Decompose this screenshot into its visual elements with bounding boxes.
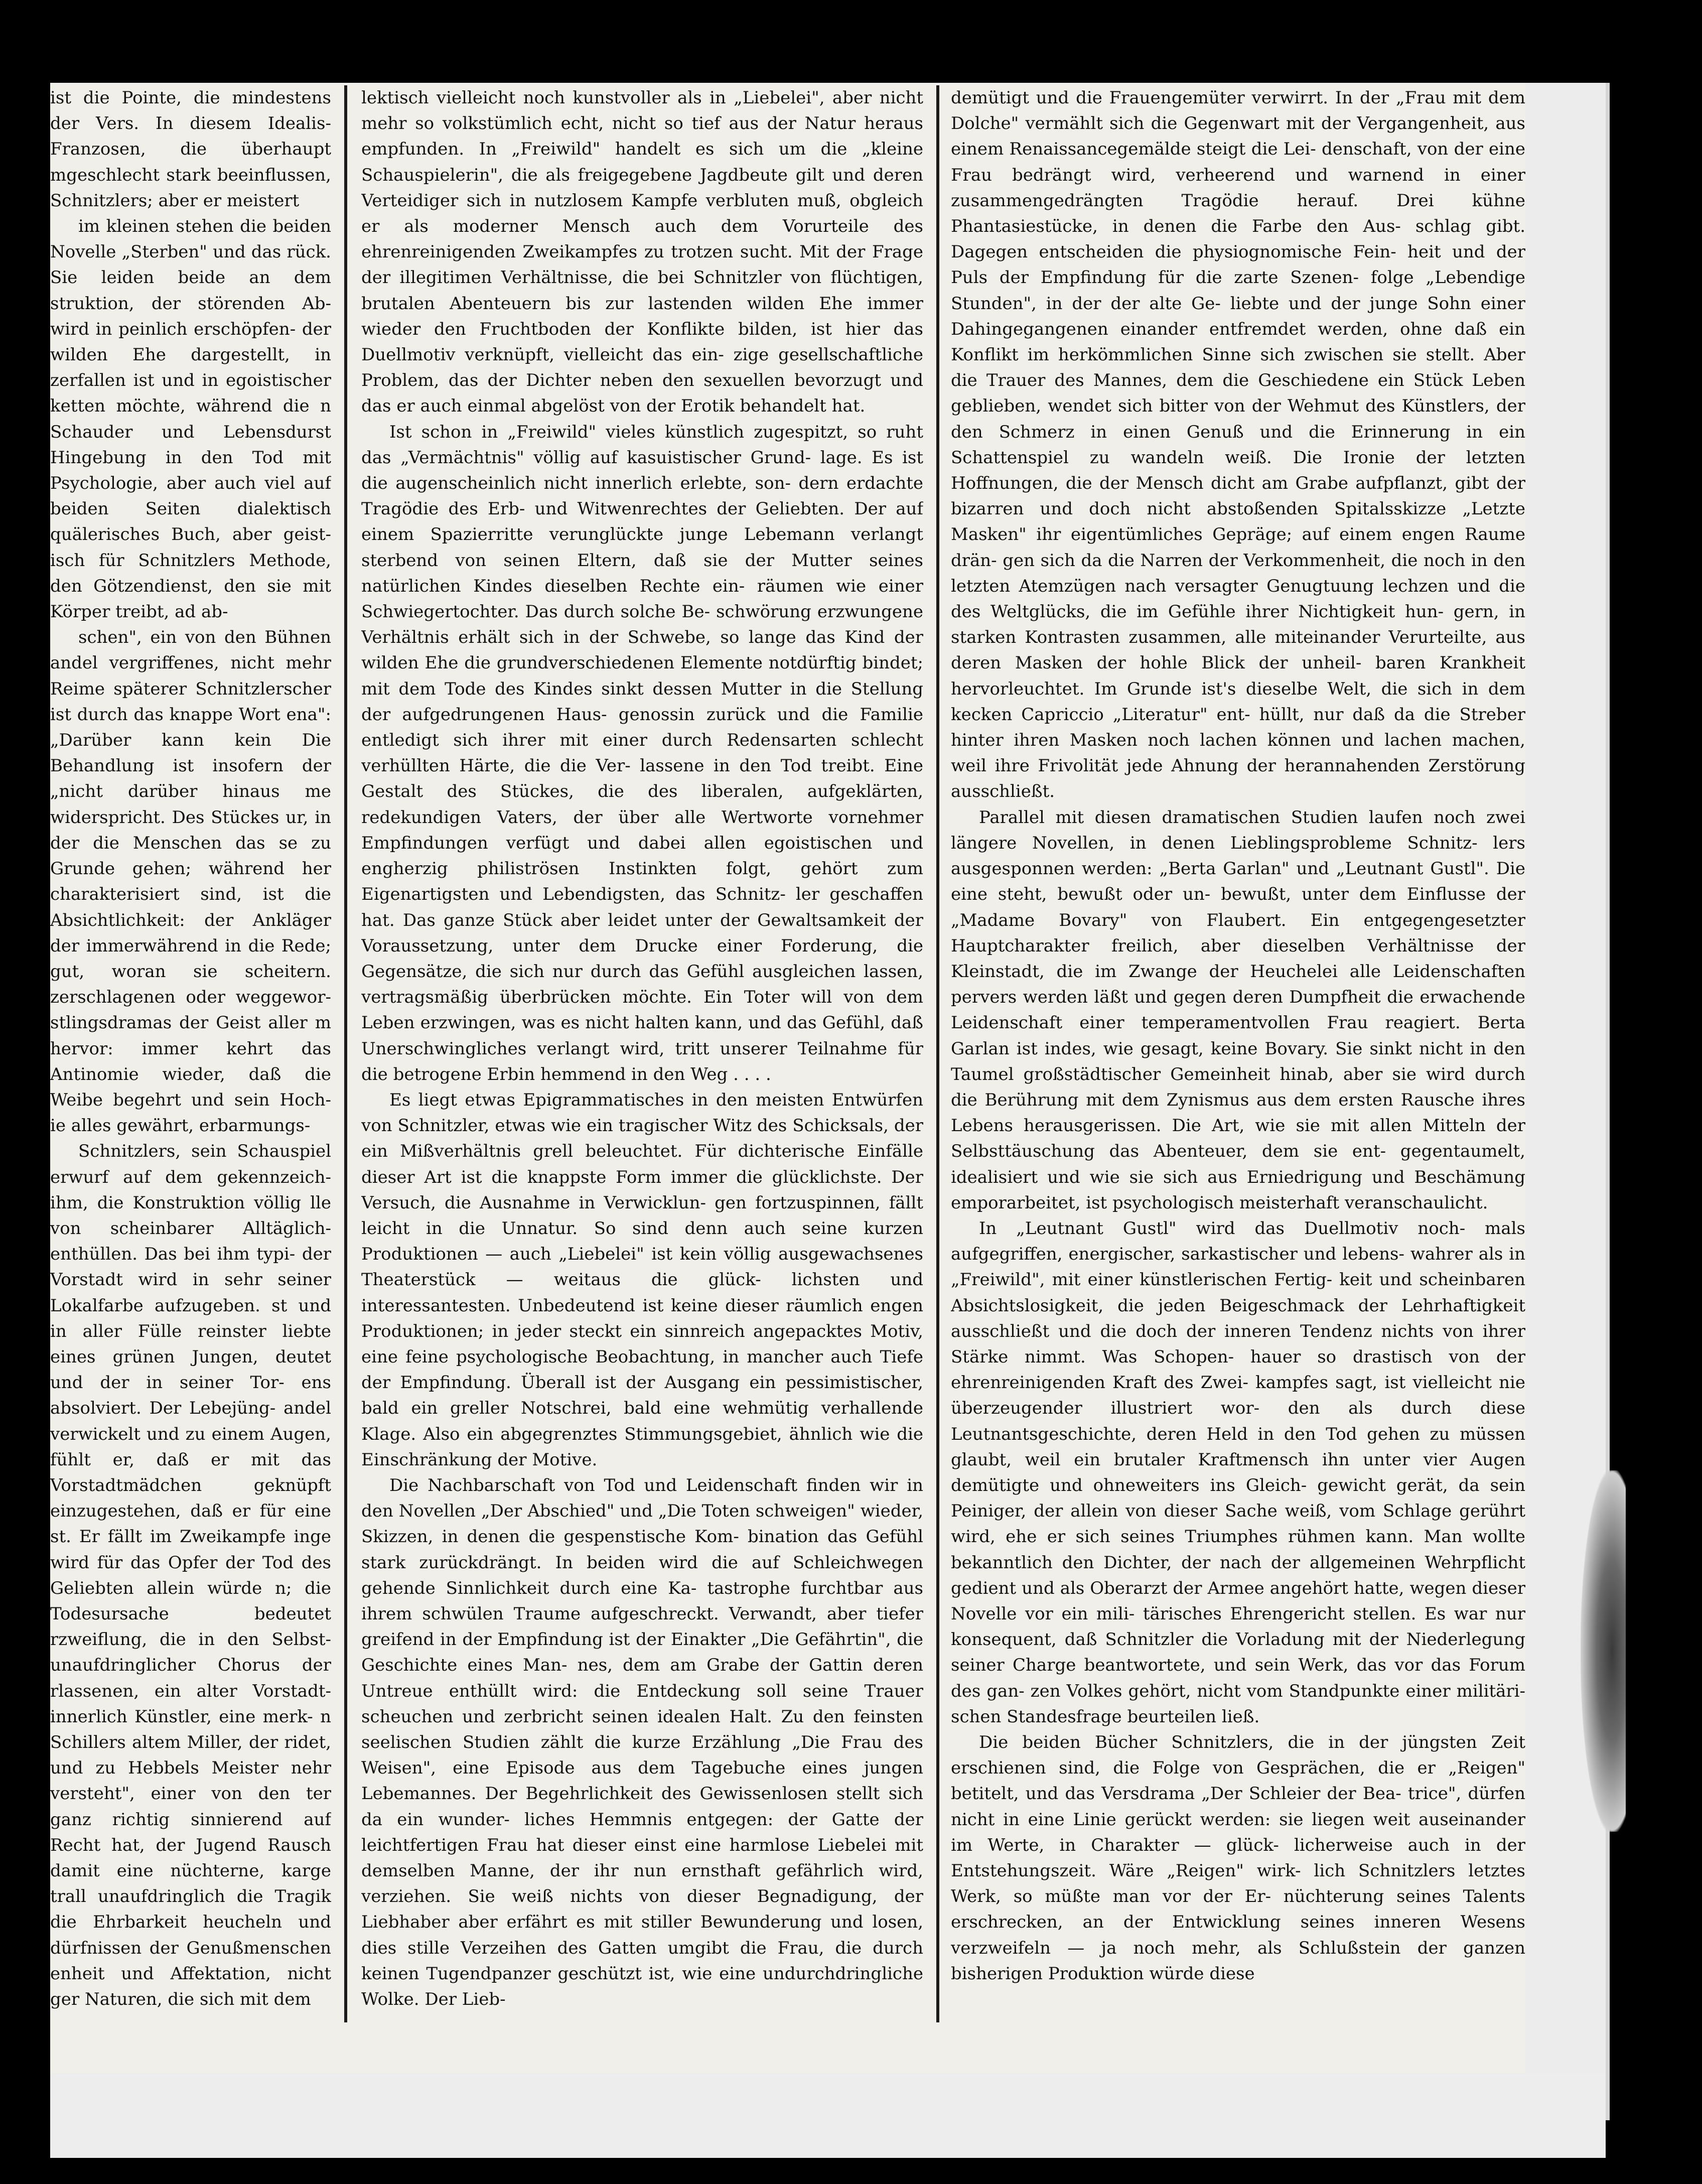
paragraph: lektisch vielleicht noch kunstvoller als in „Liebelei", aber nicht mehr so volkstümlich echt, nicht so tief aus der Natur heraus empfunden. In „Freiwild" handelt es sich um die „kleine Schauspielerin", die als freigegebene Jagdbeute gilt und deren Verteidiger sich in nutzlosem Kampfe verbluten muß, obgleich er als moderner Mensch auch dem Vorurteile des ehrenreinigenden Zweikampfes zu trotzen sucht. Mit der Frage der illegitimen Verhältnisse, die bei Schnitzler von flüchtigen, brutalen Abenteuern bis zur lastenden wilden Ehe immer wieder den Fruchtboden der Konflikte bilden, ist hier das Duellmotiv verknüpft, vielleicht das ein- zige gesellschaftliche Problem, das der Dichter neben den sexuellen bevorzugt und das er auch einmal abgelöst von der Erotik behandelt hat.: [361, 88, 923, 417]
text-column-middle: [361, 85, 923, 2032]
column-rule: [936, 85, 939, 2022]
paragraph: Die beiden Bücher Schnitzlers, die in der jüngsten Zeit erschienen sind, die Folge von Gesprächen, die er „Reigen" betitelt, und das Versdrama „Der Schleier der Bea- trice", dürfen nicht in eine Linie gerückt werden: sie liegen weit auseinander im Werte, in Charakter — glück- licherweise auch in der Entstehungszeit. Wäre „Reigen" wirk- lich Schnitzlers letztes Werk, so müßte man vor der Er- nüchterung seines Talents erschrecken, an der Entwicklung seines inneren Wesens verzweifeln — ja noch mehr, als Schlußstein der ganzen bisherigen Produktion würde diese: [951, 1732, 1525, 1984]
paragraph: ist die Pointe, die mindestens der Vers. In diesem Idealis- Franzosen, die überhaupt mgeschlecht stark beeinflussen, Schnitzlers; aber er meistert: [50, 88, 331, 211]
column-rule: [344, 85, 347, 2022]
paragraph: schen", ein von den Bühnen andel vergriffenes, nicht mehr Reime späterer Schnitzlerscher ist durch das knappe Wort ena": „Darüber kann kein Die Behandlung ist insofern der „nicht darüber hinaus me widerspricht. Des Stückes ur, in der die Menschen das se zu Grunde gehen; während her charakterisiert sind, ist die Absichtlichkeit: der Ankläger der immerwährend in die Rede; gut, woran sie scheitern. zerschlagenen oder weggewor- stlingsdramas der Geist aller m hervor: immer kehrt das Antinomie wieder, daß die Weibe begehrt und sein Hoch- ie alles gewährt, erbarmungs-: [50, 627, 331, 1136]
paragraph: Parallel mit diesen dramatischen Studien laufen noch zwei längere Novellen, in denen Lieblingsprobleme Schnitz- lers ausgesponnen werden: „Berta Garlan" und „Leutnant Gustl". Die eine steht, bewußt oder un- bewußt, unter dem Einflusse der „Madame Bovary" von Flaubert. Ein entgegengesetzter Hauptcharakter freilich, aber dieselben Verhältnisse der Kleinstadt, die im Zwange der Heuchelei alle Leidenschaften pervers werden läßt und gegen deren Dumpfheit die erwachende Leidenschaft einer temperamentvollen Frau reagiert. Berta Garlan ist indes, wie gesagt, keine Bovary. Sie sinkt nicht in den Taumel großstädtischer Gemeinheit hinab, aber sie wird durch die Berührung mit dem Zynismus aus dem ersten Rausche ihres Lebens herausgerissen. Die Art, wie sie mit allen Mitteln der Selbsttäuschung das Abenteuer, dem sie ent- gegentaumelt, idealisiert und wie sie sich aus Erniedrigung und Beschämung emporarbeitet, ist psychologisch meisterhaft veranschaulicht.: [951, 807, 1525, 1213]
paragraph: Schnitzlers, sein Schauspiel erwurf auf dem gekennzeich- ihm, die Konstruktion völlig lle von scheinbarer Alltäglich- enthüllen. Das bei ihm typi- der Vorstadt wird in sehr seiner Lokalfarbe aufzugeben. st und in aller Fülle reinster liebte eines grünen Jungen, deutet und der in seiner Tor- ens absolviert. Der Lebejüng- andel verwickelt und zu einem Augen, fühlt er, daß er mit das Vorstadtmädchen geknüpft einzugestehen, daß er für eine st. Er fällt im Zweikampfe inge wird für das Opfer der Tod des Geliebten allein würde n; die Todesursache bedeutet rzweiflung, die in den Selbst- unaufdringlicher Chorus der rlassenen, ein alter Vorstadt- innerlich Künstler, eine merk- n Schillers altem Miller, der ridet, und zu Hebbels Meister nehr versteht", einer von den ter ganz richtig sinnierend auf Recht hat, der Jugend Rausch damit eine nüchterne, karge trall unaufdringlich die Tragik die Ehrbarkeit heucheln und dürfnissen der Genußmenschen enheit und Affektation, nicht ger Naturen, die sich mit dem: [50, 1141, 331, 2010]
scan-bottom-margin: [50, 2073, 1606, 2158]
paragraph: im kleinen stehen die beiden Novelle „Sterben" und das rück. Sie leiden beide an dem struktion, der störenden Ab- wird in peinlich erschöpfen- der wilden Ehe dargestellt, in zerfallen ist und in egoistischer ketten möchte, während die n Schauder und Lebensdurst Hingebung in den Tod mit Psychologie, aber auch viel auf beiden Seiten dialektisch quälerisches Buch, aber geist- isch für Schnitzlers Methode, den Götzendienst, den sie mit Körper treibt, ad ab-: [50, 216, 331, 622]
paragraph: Es liegt etwas Epigrammatisches in den meisten Entwürfen von Schnitzler, etwas wie ein tragischer Witz des Schicksals, der ein Mißverhältnis grell beleuchtet. Für dichterische Einfälle dieser Art ist die knappste Form immer die glücklichste. Der Versuch, die Ausnahme in Verwicklun- gen fortzuspinnen, fällt leicht in die Unnatur. So sind denn auch seine kurzen Produktionen — auch „Liebelei" ist kein völlig ausgewachsenes Theaterstück — weitaus die glück- lichsten und interessantesten. Unbedeutend ist keine dieser räumlich engen Produktionen; in jeder steckt ein sinnreich angepacktes Motiv, eine feine psychologische Beobachtung, in mancher auch Tiefe der Empfindung. Überall ist der Ausgang ein pessimistischer, bald ein greller Notschrei, bald eine wehmütig verhallende Klage. Also ein abgegrenztes Stimmungsgebiet, ähnlich wie die Einschränkung der Motive.: [361, 1089, 923, 1470]
text-column-left: [50, 85, 331, 2032]
paragraph: Ist schon in „Freiwild" vieles künstlich zugespitzt, so ruht das „Vermächtnis" völlig auf kasuistischer Grund- lage. Es ist die augenscheinlich nicht innerlich erlebte, son- dern erdachte Tragödie des Erb- und Witwenrechtes der Geliebten. Der auf einem Spazierritte verunglückte junge Lebemann verlangt sterbend von seinen Eltern, daß sie der Mutter seines natürlichen Kindes dieselben Rechte ein- räumen wie einer Schwiegertochter. Das durch solche Be- schwörung erzwungene Verhältnis erhält sich in der Schwebe, so lange das Kind der wilden Ehe die grundverschiedenen Elemente notdürftig bindet; mit dem Tode des Kindes sinkt dessen Mutter in die Stellung der aufgedrungenen Haus- genossin zurück und die Familie entledigt sich ihrer mit einer durch Redensarten schlecht verhüllten Härte, die die Ver- lassene in den Tod treibt. Eine Gestalt des Stückes, die des liberalen, aufgeklärten, redekundigen Vaters, der über alle Wertworte vornehmer Empfindungen verfügt und dabei allen egoistischen und engherzig philiströsen Instinkten folgt, gehört zum Eigenartigsten und Lebendigsten, das Schnitz- ler geschaffen hat. Das ganze Stück aber leidet unter der Gewaltsamkeit der Voraussetzung, unter dem Drucke einer Forderung, die Gegensätze, die sich nur durch das Gefühl ausgleichen lassen, vertragsmäßig überbrücken möchte. Ein Toter will von dem Leben erzwingen, was es nicht halten kann, und das Gefühl, daß Unerschwingliches verlangt wird, tritt unserer Teilnahme für die betrogene Erbin hemmend in den Weg . . . .: [361, 422, 923, 1084]
text-column-right: [951, 85, 1525, 2032]
paper-tear: [1581, 1470, 1626, 1832]
paragraph: In „Leutnant Gustl" wird das Duellmotiv noch- mals aufgegriffen, energischer, sarkastischer und lebens- wahrer als in „Freiwild", mit einer künstlerischen Fertig- keit und scheinbaren Absichtslosigkeit, die jeden Beigeschmack der Lehrhaftigkeit ausschließt und die doch der inneren Tendenz nichts von ihrer Stärke nimmt. Was Schopen- hauer so drastisch von der ehrenreinigenden Kraft des Zwei- kampfes sagt, ist vielleicht nie überzeugender illustriert wor- den als durch diese Leutnantsgeschichte, deren Held in den Tod gehen zu müssen glaubt, weil ein brutaler Kraftmensch ihn unter vier Augen demütigte und ohneweiters ins Gleich- gewicht gerät, da sein Peiniger, der allein von dieser Sache weiß, vom Schlage gerührt wird, ehe er sich seines Triumphes rühmen kann. Man wollte bekanntlich den Dichter, der nach der allgemeinen Wehrpflicht gedient und als Oberarzt der Armee angehört hatte, wegen dieser Novelle vor ein mili- tärisches Ehrengericht stellen. Es war nur konsequent, daß Schnitzler die Vorladung mit der Niederlegung seiner Charge beantwortete, und sein Werk, das vor das Forum des gan- zen Volkes gehört, nicht vom Standpunkte einer militäri- schen Standesfrage beurteilen ließ.: [951, 1218, 1525, 1727]
paragraph: Die Nachbarschaft von Tod und Leidenschaft finden wir in den Novellen „Der Abschied" und „Die Toten schweigen" wieder, Skizzen, in denen die gespenstische Kom- bination das Gefühl stark zurückdrängt. In beiden wird die auf Schleichwegen gehende Sinnlichkeit durch eine Ka- tastrophe furchtbar aus ihrem schwülen Traume aufgeschreckt. Verwandt, aber tiefer greifend in der Empfindung ist der Einakter „Die Gefährtin", die Geschichte eines Man- nes, dem am Grabe der Gattin deren Untreue enthüllt wird: die Entdeckung soll seine Trauer scheuchen und zerbricht seinen idealen Halt. Zu den feinsten seelischen Studien zählt die kurze Erzählung „Die Frau des Weisen", eine Episode aus dem Tagebuche eines jungen Lebemannes. Der Begehrlichkeit des Gewissenlosen stellt sich da ein wunder- liches Hemmnis entgegen: der Gatte der leichtfertigen Frau hat dieser einst eine harmlose Liebelei mit demselben Manne, der ihr nun ernsthaft gefährlich wird, verziehen. Sie weiß nichts von dieser Begnadigung, der Liebhaber aber erfährt es mit stiller Bewunderung und losen, dies stille Verzeihen des Gatten umgibt die Frau, die durch keinen Tugendpanzer geschützt ist, wie eine undurchdringliche Wolke. Der Lieb-: [361, 1475, 923, 2010]
paragraph: demütigt und die Frauengemüter verwirrt. In der „Frau mit dem Dolche" vermählt sich die Gegenwart mit der Vergangenheit, aus einem Renaissancegemälde steigt die Lei- denschaft, von der eine Frau bedrängt wird, verheerend und warnend in einer zusammengedrängten Tragödie herauf. Drei kühne Phantasiestücke, in denen die Farbe den Aus- schlag gibt. Dagegen entscheiden die physiognomische Fein- heit und der Puls der Empfindung für die zarte Szenen- folge „Lebendige Stunden", in der der alte Ge- liebte und der junge Sohn einer Dahingegangenen einander entfremdet werden, ohne daß ein Konflikt im herkömmlichen Sinne sich zwischen sie stellt. Aber die Trauer des Mannes, dem die Geschiedene ein Stück Leben geblieben, wendet sich bitter von der Wehmut des Künstlers, der den Schmerz in einen Genuß und die Erinnerung in ein Schattenspiel zu wandeln weiß. Die Ironie der letzten Hoffnungen, die der Mensch dicht am Grabe aufpflanzt, gibt der bizarren und doch nicht abstoßenden Spitalsskizze „Letzte Masken" ihr eigentümliches Gepräge; auf einem engen Raume drän- gen sich da die Narren der Verkommenheit, die noch in den letzten Atemzügen nach versagter Genugtuung lechzen und die des Weltglücks, die im Gefühle ihrer Nichtigkeit hun- gern, in starken Kontrasten zusammen, alle miteinander Verurteilte, aus deren Masken der hohle Blick der unheil- baren Krankheit hervorleuchtet. Im Grunde ist's dieselbe Welt, die sich in dem kecken Capriccio „Literatur" ent- hüllt, nur daß da die Streber hinter ihren Masken noch lachen können und lachen machen, weil ihre Frivolität jede Ahnung der herannahenden Zerstörung ausschließt.: [951, 88, 1525, 802]
